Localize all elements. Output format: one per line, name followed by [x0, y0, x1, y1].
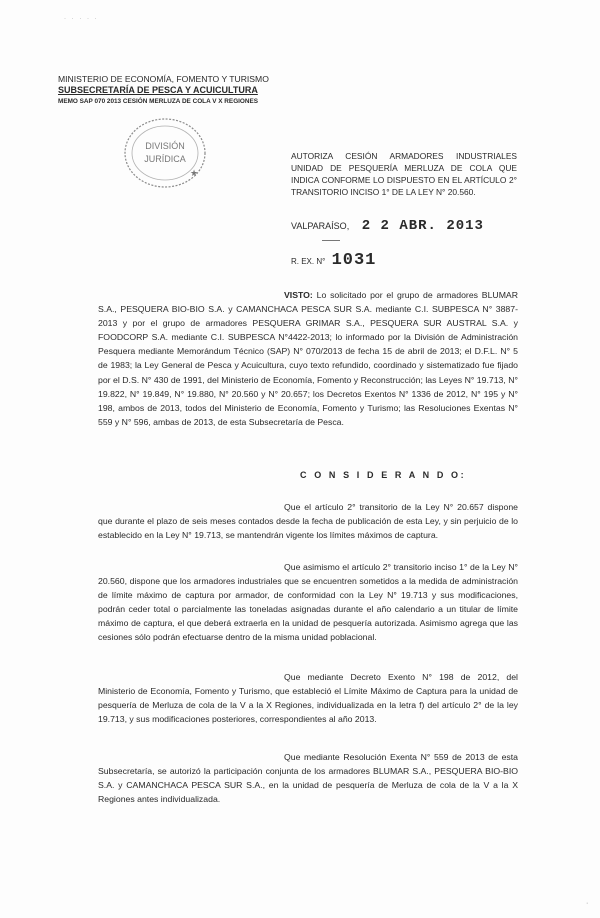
- visto-paragraph: [98, 288, 518, 429]
- stamp-line-1: DIVISIÓN: [145, 141, 185, 151]
- ministry-name: MINISTERIO DE ECONOMÍA, FOMENTO Y TURISMO: [58, 74, 269, 84]
- scan-mark: · · · · ·: [64, 16, 99, 22]
- divider: [322, 240, 340, 241]
- considerando-paragraph-4: [98, 750, 518, 806]
- star-icon: ★: [190, 168, 199, 178]
- considerando-paragraph-1: [98, 500, 518, 542]
- stamp-seal: [118, 112, 212, 194]
- memo-reference: MEMO SAP 070 2013 CESIÓN MERLUZA DE COLA V X REGIONES: [58, 98, 259, 105]
- resolution-number-line: [291, 251, 376, 270]
- resolution-number: 1031: [331, 251, 377, 270]
- paragraph-text: Que mediante Resolución Exenta N° 559 de 2013 de esta Subsecretaría, se autorizó la participación conjunta de los armadores BLUMAR S.A., PESQUERA BIO-BIO S.A. y CAMANCHACA PESCA SUR S.A., en la unidad de pesquería de Merluza de cola de la V a la X Regiones antes individualizada.: [98, 752, 518, 805]
- resolution-label: R. EX. N°: [291, 257, 326, 266]
- corner-mark: ·: [586, 900, 589, 907]
- visto-text: Lo solicitado por el grupo de armadores BLUMAR S.A., PESQUERA BIO-BIO S.A. y CAMANCHACA PESCA SUR S.A. mediante C.I. SUBPESCA N° 3887-2013 y por el grupo de armadores PESQUERA GRIMAR S.A., PESQUERA SUR AUSTRAL S.A. y FOODCORP S.A. mediante C.I. SUBPESCA N°4422-2013; lo informado por la División de Administración Pesquera mediante Memorándum Técnico (SAP) N° 070/2013 de fecha 15 de abril de 2013; el D.F.L. N° 5 de 1983; la Ley General de Pesca y Acuicultura, cuyo texto refundido, coordinado y sistematizado fue fijado por el D.S. N° 430 de 1991, del Ministerio de Economía, Fomento y Reconstrucción; las Leyes N° 19.713, N° 19.822, N° 19.849, N° 19.880, N° 20.560 y N° 20.657; los Decretos Exentos N° 1336 de 2012, N° 195 y N° 198, ambos de 2013, todos del Ministerio de Economía, Fomento y Turismo; las Resoluciones Exentas N° 559 y N° 596, ambas de 2013, de esta Subsecretaría de Pesca.: [98, 290, 518, 427]
- considerando-heading: C O N S I D E R A N D O:: [300, 470, 467, 480]
- stamp-line-2: JURÍDICA: [144, 154, 186, 164]
- visto-label: VISTO:: [284, 290, 313, 300]
- considerando-paragraph-2: [98, 560, 518, 645]
- resolution-title: AUTORIZA CESIÓN ARMADORES INDUSTRIALES UNIDAD DE PESQUERÍA MERLUZA DE COLA QUE INDICA CONFORME LO DISPUESTO EN EL ARTÍCULO 2° TRANSITORIO INCISO 1° DE LA LEY N° 20.560.: [291, 151, 517, 197]
- place-date-line: [291, 218, 484, 234]
- resolution-date: 2 2 ABR. 2013: [361, 218, 484, 234]
- considerando-paragraph-3: [98, 670, 518, 726]
- division-juridica-stamp: [118, 112, 212, 194]
- city-name: VALPARAÍSO,: [291, 221, 350, 231]
- paragraph-text: Que asimismo el artículo 2° transitorio inciso 1° de la Ley N° 20.560, dispone que los armadores industriales que se encuentren sometidos a la medida de administración de límite máximo de captura por armador, de conformidad con la Ley N° 19.713 y sus modificaciones, podrán ceder total o parcialmente las toneladas asignadas durante el año calendario a un titular de límite máximo de captura, el que deberá extraerla en la unidad de pesquería autorizada. Asimismo agrega que las cesiones sólo podrán efectuarse dentro de la misma unidad poblacional.: [98, 562, 518, 643]
- paragraph-text: Que el artículo 2° transitorio de la Ley N° 20.657 dispone que durante el plazo de seis meses contados desde la fecha de publicación de esta Ley, y sin perjuicio de lo establecido en la Ley N° 19.713, se mantendrán vigente los límites máximos de captura.: [98, 502, 518, 541]
- letterhead: [58, 74, 318, 107]
- paragraph-text: Que mediante Decreto Exento N° 198 de 2012, del Ministerio de Economía, Fomento y Turismo, que estableció el Límite Máximo de Captura para la unidad de pesquería de Merluza de cola de la V a la X Regiones, individualizada en la letra f) del artículo 2° de la ley 19.713, y sus modificaciones posteriores, correspondientes al año 2013.: [98, 672, 518, 725]
- subsecretaria-name: SUBSECRETARÍA DE PESCA Y ACUICULTURA: [58, 85, 258, 95]
